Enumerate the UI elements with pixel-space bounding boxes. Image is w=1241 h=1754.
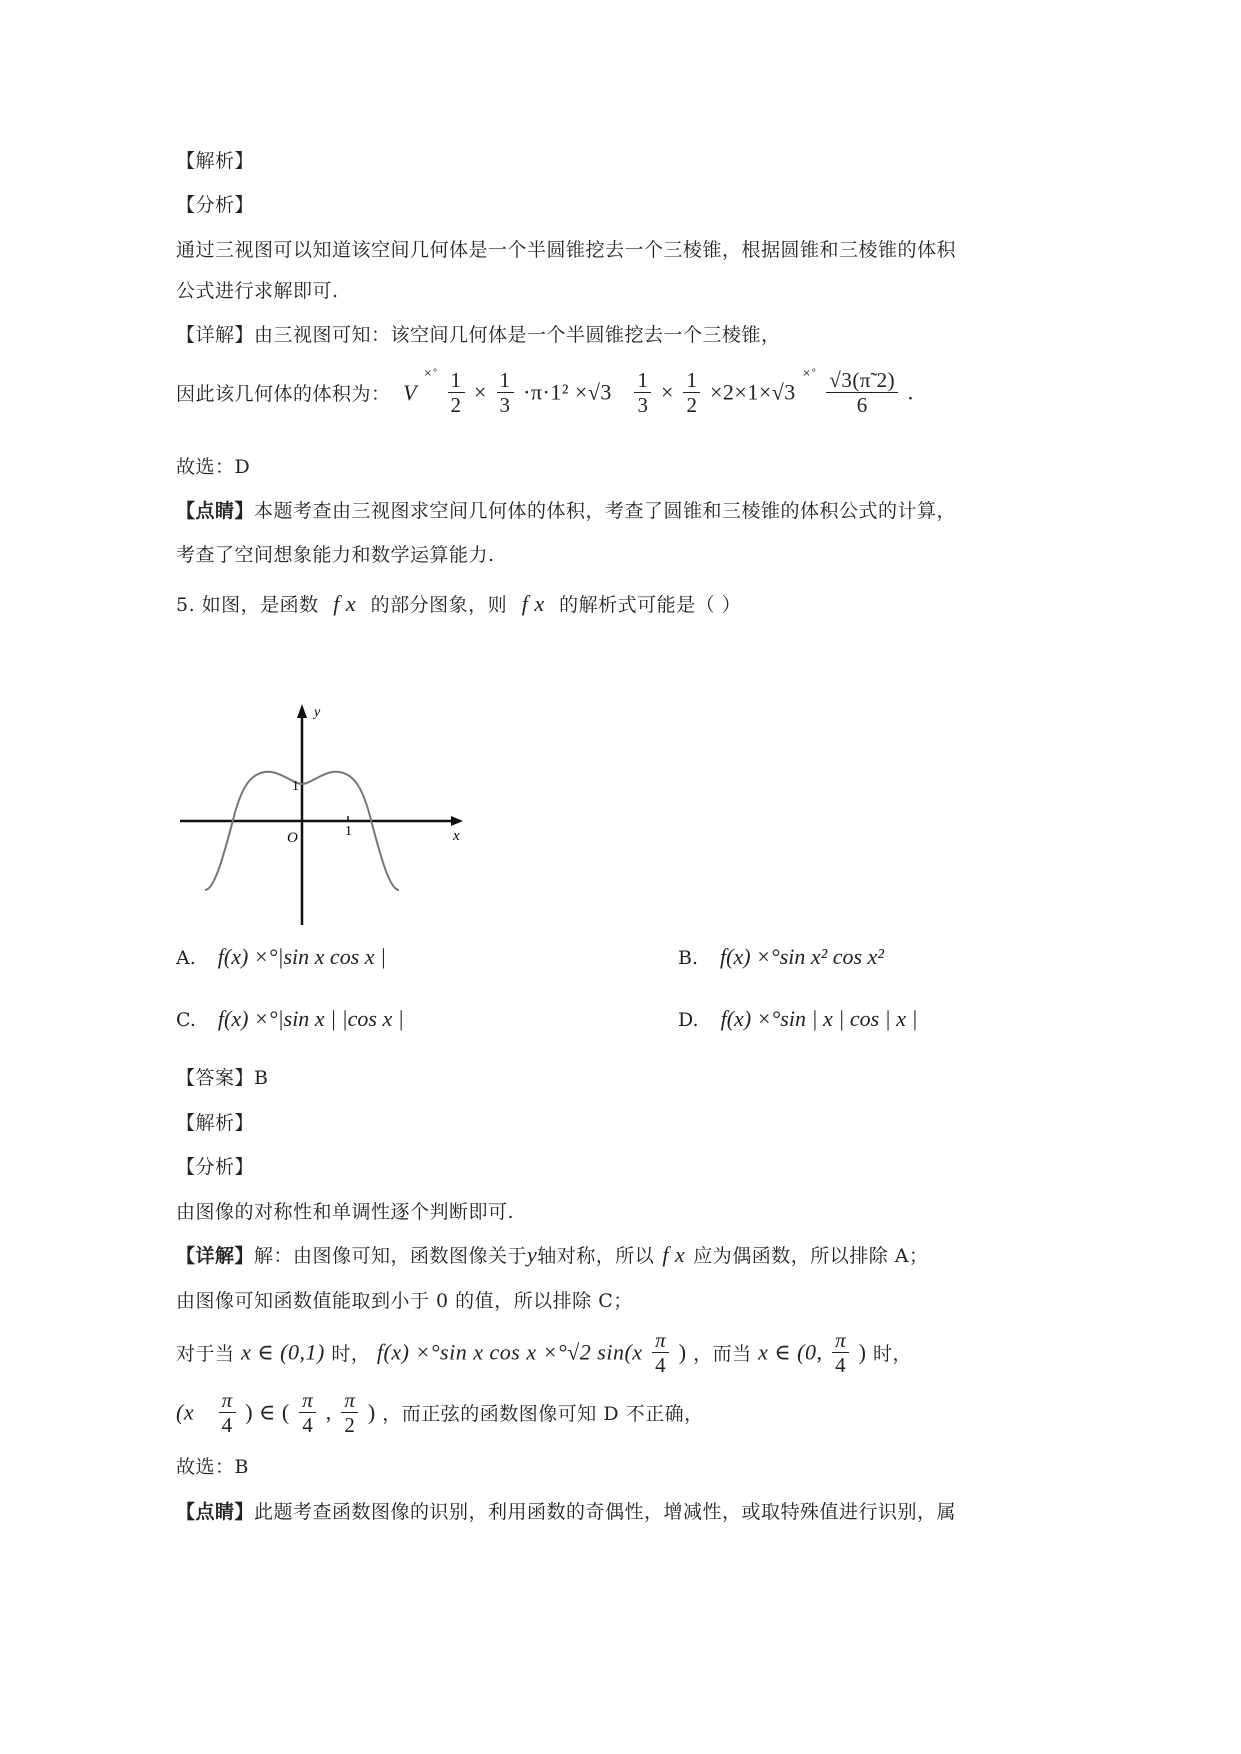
analysis-line-2: 公式进行求解即可. bbox=[176, 280, 339, 302]
answer-dianjing-text: 此题考查函数图像的识别，利用函数的奇偶性，增减性，或取特殊值进行识别，属 bbox=[254, 1501, 957, 1523]
stem-part-b: 的部分图象，则 bbox=[370, 594, 508, 616]
answer-fenxi: 【分析】 bbox=[176, 1156, 255, 1178]
detail-3-close2: ) bbox=[858, 1339, 867, 1365]
answer-dianjing bbox=[176, 1497, 956, 1524]
fraction-1-3: $\frac{1}{3}$ bbox=[497, 368, 514, 417]
answer-detail-2: 由图像可知函数值能取到小于 0 的值，所以排除 C； bbox=[176, 1290, 633, 1312]
formula-middle: ·π·1² ×√3 bbox=[523, 379, 612, 405]
option-b[interactable] bbox=[678, 944, 884, 970]
fenxi-heading: 【分析】 bbox=[176, 194, 255, 216]
detail-label: 【详解】 bbox=[176, 324, 255, 346]
stem-part-c: 的解析式可能是（ ） bbox=[559, 594, 742, 616]
detail-3-fraction: $\frac{\pi}{4}$ bbox=[652, 1328, 669, 1377]
answer-detail-3 bbox=[176, 1328, 912, 1377]
detail-3-set: x ∈ (0,1) bbox=[241, 1339, 325, 1365]
placeholder-glyph-2: ×° bbox=[802, 368, 817, 379]
option-c-letter: C. bbox=[176, 1009, 196, 1031]
stem-part-a: 5. 如图，是函数 bbox=[176, 594, 319, 616]
volume-line bbox=[176, 368, 914, 417]
x-one-label: 1 bbox=[345, 824, 352, 839]
x-axis-label: x bbox=[453, 828, 460, 844]
detail-3-close: ) bbox=[678, 1339, 687, 1365]
answer-choice: 故选：B bbox=[176, 1456, 249, 1478]
option-d-letter: D. bbox=[678, 1009, 699, 1031]
dianjing-label: 【点睛】 bbox=[176, 500, 255, 522]
choice-d: 故选：D bbox=[176, 456, 251, 478]
detail-4-fraction-3: $\frac{\pi}{2}$ bbox=[341, 1388, 358, 1437]
times-sign: × bbox=[474, 379, 487, 405]
answer-analysis: 由图像的对称性和单调性逐个判断即可. bbox=[176, 1201, 515, 1223]
y-one-label: 1 bbox=[292, 779, 299, 794]
option-a[interactable] bbox=[176, 944, 386, 970]
detail-3a: 对于当 bbox=[176, 1343, 235, 1365]
option-d[interactable] bbox=[678, 1006, 918, 1032]
fx-expression-2: f x bbox=[521, 591, 545, 616]
option-a-formula: f(x) ×°|sin x cos x | bbox=[217, 944, 387, 969]
option-b-formula: f(x) ×°sin x² cos x² bbox=[720, 944, 884, 969]
fraction-1-2-b: $\frac{1}{2}$ bbox=[683, 368, 700, 417]
answer-jiexi: 【解析】 bbox=[176, 1112, 255, 1134]
detail-3c: ，而当 bbox=[693, 1343, 752, 1365]
volume-v: V bbox=[403, 379, 418, 405]
detail-fx: f x bbox=[662, 1242, 686, 1267]
jiexi-heading: 【解析】 bbox=[176, 150, 255, 172]
function-graph bbox=[175, 700, 475, 925]
detail-3-set2: x ∈ (0, bbox=[758, 1339, 823, 1365]
origin-label: O bbox=[287, 830, 298, 846]
option-d-formula: f(x) ×°sin | x | cos | x | bbox=[720, 1006, 918, 1031]
detail-line bbox=[176, 320, 781, 347]
detail-4-close: ) bbox=[367, 1399, 376, 1425]
detail-4-fraction-2: $\frac{\pi}{4}$ bbox=[299, 1388, 316, 1437]
placeholder-glyph-1: ×° bbox=[423, 368, 438, 379]
volume-intro: 因此该几何体的体积为： bbox=[176, 383, 391, 405]
detail-4-mid: ) ∈ ( bbox=[245, 1399, 290, 1425]
option-c-formula: f(x) ×°|sin x | |cos x | bbox=[217, 1006, 404, 1031]
detail-text: 由三视图可知：该空间几何体是一个半圆锥挖去一个三棱锥， bbox=[254, 324, 781, 346]
x-arrow-icon bbox=[451, 816, 463, 826]
fraction-result: $\frac{√3(\pĩ 2)}{6}$ bbox=[826, 368, 898, 417]
times-sign-2: × bbox=[661, 379, 674, 405]
dianjing-line-2: 考查了空间想象能力和数学运算能力. bbox=[176, 544, 495, 566]
detail-3b: 时， bbox=[331, 1343, 371, 1365]
question-5-stem bbox=[176, 590, 741, 617]
fraction-1-3-b: $\frac{1}{3}$ bbox=[634, 368, 651, 417]
detail-3-fraction-2: $\frac{\pi}{4}$ bbox=[832, 1328, 849, 1377]
detail-4-fraction-1: $\frac{\pi}{4}$ bbox=[219, 1388, 236, 1437]
detail-1a: 解：由图像可知，函数图像关于 bbox=[254, 1245, 528, 1267]
answer-detail-1 bbox=[176, 1241, 928, 1268]
detail-y: y bbox=[527, 1242, 538, 1267]
detail-3d: 时， bbox=[873, 1343, 913, 1365]
analysis-line-1: 通过三视图可以知道该空间几何体是一个半圆锥挖去一个三棱锥，根据圆锥和三棱锥的体积 bbox=[176, 239, 957, 261]
y-axis-label: y bbox=[314, 705, 321, 720]
detail-3-formula: f(x) ×°sin x cos x ×°√2 sin(x bbox=[376, 1339, 643, 1365]
answer-dianjing-label: 【点睛】 bbox=[176, 1501, 255, 1523]
detail-4-text: ，而正弦的函数图像可知 D 不正确， bbox=[382, 1403, 704, 1425]
answer-detail-label: 【详解】 bbox=[176, 1245, 255, 1267]
detail-1c: 应为偶函数，所以排除 A； bbox=[693, 1245, 929, 1267]
dianjing-text-1: 本题考查由三视图求空间几何体的体积，考查了圆锥和三棱锥的体积公式的计算， bbox=[254, 500, 957, 522]
detail-4-comma: , bbox=[325, 1399, 332, 1425]
dianjing-line-1 bbox=[176, 496, 956, 523]
option-b-letter: B. bbox=[678, 947, 699, 969]
answer-detail-4 bbox=[176, 1388, 704, 1437]
fraction-1-2: $\frac{1}{2}$ bbox=[448, 368, 465, 417]
option-c[interactable] bbox=[176, 1006, 404, 1032]
formula-end: . bbox=[907, 379, 914, 405]
formula-rest: ×2×1×√3 bbox=[710, 379, 796, 405]
answer-line: 【答案】B bbox=[176, 1067, 269, 1089]
detail-4-open: (x bbox=[176, 1399, 195, 1425]
detail-1b: 轴对称，所以 bbox=[537, 1245, 655, 1267]
y-arrow-icon bbox=[297, 704, 307, 718]
fx-expression: f x bbox=[333, 591, 357, 616]
option-a-letter: A. bbox=[176, 947, 196, 969]
